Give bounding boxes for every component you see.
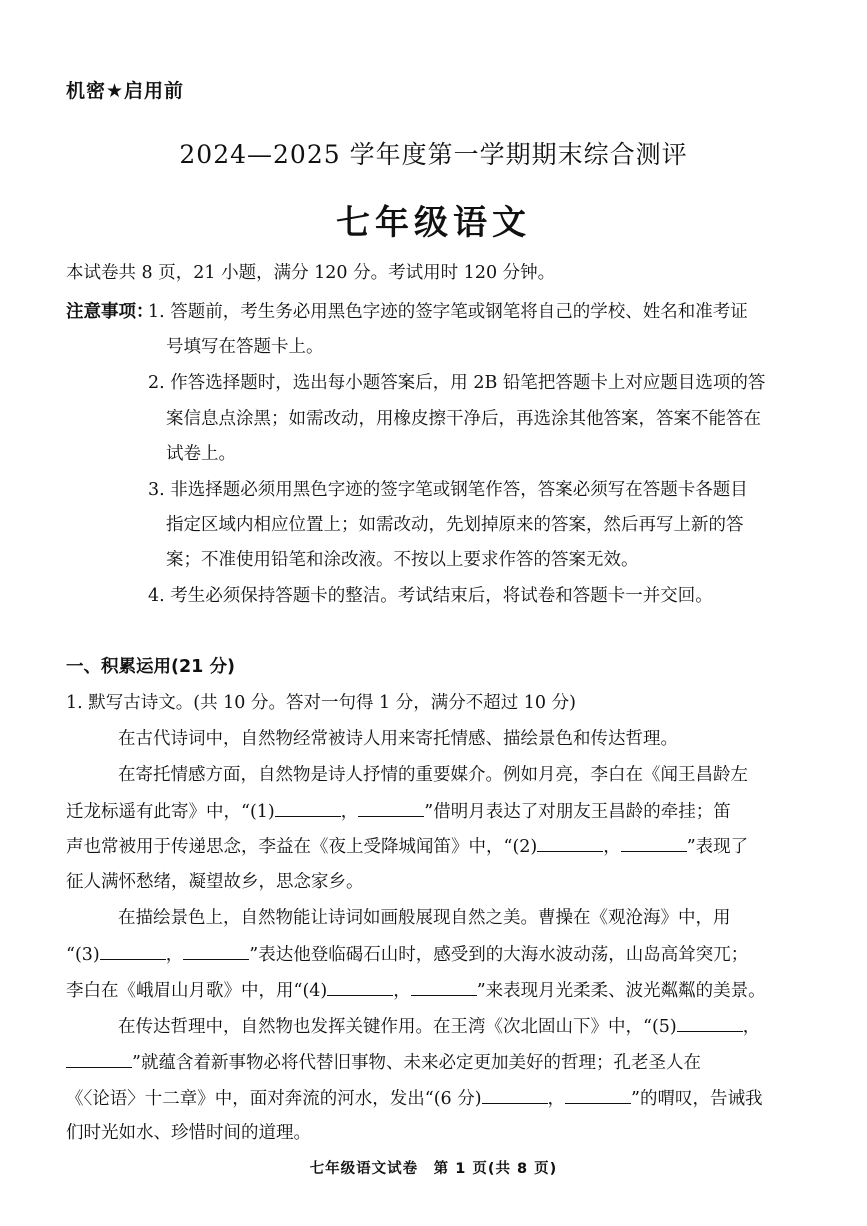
notice-item-4: 4. 考生必须保持答题卡的整洁。考试结束后，将试卷和答题卡一并交回。 — [148, 586, 713, 606]
text-segment: 在传达哲理中，自然物也发挥关键作用。在王湾《次北固山下》中，“(5) — [118, 1017, 677, 1037]
notice-item-3-cont: 指定区域内相应位置上；如需改动，先划掉原来的答案，然后再写上新的答 — [166, 515, 744, 535]
text-segment: ， — [547, 1089, 566, 1109]
paragraph-4-line-4: 们时光如水、珍惜时间的道理。 — [66, 1123, 311, 1143]
notice-item-2: 2. 作答选择题时，选出每小题答案后，用 2B 铅笔把答题卡上对应题目选项的答 — [148, 373, 766, 393]
notice-label: 注意事项： — [66, 302, 154, 322]
exam-intro: 本试卷共 8 页，21 小题，满分 120 分。考试用时 120 分钟。 — [66, 263, 556, 283]
confidential-mark: 机密★启用前 — [66, 80, 185, 102]
text-segment: ， — [742, 1017, 761, 1037]
text-segment: ， — [340, 802, 359, 822]
text-segment: ”的喟叹，告诫我 — [631, 1089, 763, 1109]
paragraph-4-line-1 — [118, 1015, 863, 1038]
text-segment: ”来表现月光柔柔、波光粼粼的美景。 — [476, 981, 766, 1001]
exam-title: 2024—2025 学年度第一学期期末综合测评 — [179, 140, 688, 169]
paragraph-4-line-2 — [66, 1051, 811, 1074]
text-segment: ， — [603, 837, 621, 857]
notice-item-3: 3. 非选择题必须用黑色字迹的签字笔或钢笔作答，答案必须写在答题卡各题目 — [148, 480, 748, 500]
answer-blank-5b[interactable] — [66, 1051, 132, 1068]
paragraph-3-line-3 — [66, 979, 811, 1002]
section-title: 一、积累运用(21 分) — [66, 657, 235, 677]
notice-item-3-cont2: 案；不准使用铅笔和涂改液。不按以上要求作答的答案无效。 — [166, 550, 639, 570]
text-segment: ”表达他登临碣石山时，感受到的大海水波动荡，山岛高耸突兀； — [249, 945, 749, 965]
paragraph-3-line-1: 在描绘景色上，自然物能让诗词如画般展现自然之美。曹操在《观沧海》中，用 — [118, 908, 731, 928]
answer-blank-2b[interactable] — [621, 835, 687, 852]
notice-item-1: 1. 答题前，考生务必用黑色字迹的签字笔或钢笔将自己的学校、姓名和准考证 — [148, 302, 748, 322]
answer-blank-6b[interactable] — [565, 1087, 631, 1104]
subject-title: 七年级语文 — [336, 203, 531, 243]
text-segment: 声也常被用于传递思念，李益在《夜上受降城闻笛》中，“(2) — [66, 837, 538, 857]
text-segment: ”就蕴含着新事物必将代替旧事物、未来必定更加美好的哲理；孔老圣人在 — [132, 1053, 701, 1073]
paragraph-1: 在古代诗词中，自然物经常被诗人用来寄托情感、描绘景色和传达哲理。 — [118, 729, 678, 749]
answer-blank-4b[interactable] — [411, 979, 477, 996]
page-footer: 七年级语文试卷 第 1 页(共 8 页) — [309, 1161, 558, 1177]
text-segment: “(3) — [66, 945, 100, 965]
answer-blank-1a[interactable] — [275, 800, 341, 817]
answer-blank-3b[interactable] — [183, 943, 249, 960]
notice-item-2-cont2: 试卷上。 — [166, 444, 236, 464]
text-segment: 迁龙标遥有此寄》中，“(1) — [66, 802, 275, 822]
paragraph-3-line-2 — [66, 943, 811, 966]
answer-blank-4a[interactable] — [327, 979, 393, 996]
text-segment: 李白在《峨眉山月歌》中，用“(4) — [66, 981, 328, 1001]
notice-item-1-cont: 号填写在答题卡上。 — [166, 337, 324, 357]
answer-blank-2a[interactable] — [537, 835, 603, 852]
answer-blank-3a[interactable] — [100, 943, 166, 960]
paragraph-4-line-3 — [66, 1087, 811, 1110]
notice-item-2-cont: 案信息点涂黑；如需改动，用橡皮擦干净后，再选涂其他答案，答案不能答在 — [166, 409, 761, 429]
paragraph-2-line-4: 征人满怀愁绪，凝望故乡，思念家乡。 — [66, 872, 364, 892]
text-segment: 《〈论语〉十二章》中，面对奔流的河水，发出“(6 分) — [66, 1089, 482, 1109]
paragraph-2-line-1: 在寄托情感方面，自然物是诗人抒情的重要媒介。例如月亮，李白在《闻王昌龄左 — [118, 765, 748, 785]
text-segment: ”借明月表达了对朋友王昌龄的牵挂；笛 — [424, 802, 731, 822]
answer-blank-5a[interactable] — [677, 1015, 743, 1032]
paragraph-2-line-2 — [66, 800, 811, 823]
text-segment: ”表现了 — [686, 837, 749, 857]
question-1: 1. 默写古诗文。(共 10 分。答对一句得 1 分，满分不超过 10 分) — [66, 693, 576, 713]
text-segment: ， — [165, 945, 184, 965]
text-segment: ， — [393, 981, 411, 1001]
answer-blank-6a[interactable] — [482, 1087, 548, 1104]
answer-blank-1b[interactable] — [358, 800, 424, 817]
paragraph-2-line-3 — [66, 835, 811, 858]
